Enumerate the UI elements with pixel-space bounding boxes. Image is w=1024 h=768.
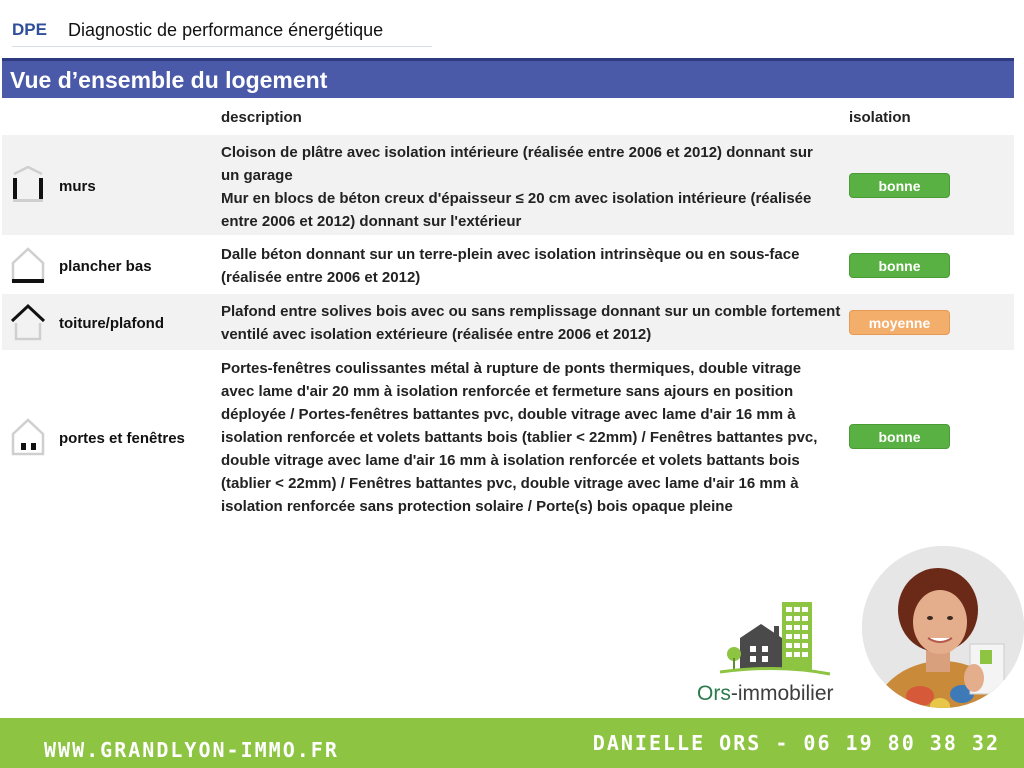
row-description xyxy=(221,243,843,289)
description-line: isolation renforcée et volets battants bois (tablier < 22mm) / Fenêtres battantes pvc, xyxy=(221,429,818,446)
description-line: Dalle béton donnant sur un terre-plein avec isolation intrinsèque ou en sous-face xyxy=(221,246,800,263)
description-line: déployée / Portes-fenêtres battantes pvc, double vitrage avec lame d'air 16 mm à xyxy=(221,406,796,423)
isolation-badge: bonne xyxy=(849,173,950,198)
description-line: avec lame d'air 20 mm à isolation renforcée et fermeture sans ajours en position xyxy=(221,383,794,400)
row-label: plancher bas xyxy=(59,258,152,275)
footer-bar xyxy=(0,718,1024,768)
floor-icon xyxy=(10,245,46,290)
row-label: murs xyxy=(59,178,96,195)
description-line: entre 2006 et 2012) donnant sur l'extérieur xyxy=(221,213,522,230)
roof-icon xyxy=(10,301,46,348)
row-label: portes et fenêtres xyxy=(59,430,185,447)
table-row-toiture-plafond xyxy=(2,294,1014,350)
wall-icon xyxy=(10,166,46,209)
isolation-badge: bonne xyxy=(849,424,950,449)
description-line: un garage xyxy=(221,167,293,184)
description-line: (réalisée entre 2006 et 2012) xyxy=(221,269,421,286)
description-line: (tablier < 22mm) / Fenêtres battantes pvc, double vitrage avec lame d'air 16 mm à xyxy=(221,475,799,492)
window-door-icon xyxy=(10,416,46,463)
document-title: Diagnostic de performance énergétique xyxy=(68,20,384,40)
document-header xyxy=(12,20,432,47)
row-description xyxy=(221,141,843,233)
agent-contact: DANIELLE ORS - 06 19 80 38 32 xyxy=(592,731,1000,755)
section-banner xyxy=(2,58,1014,98)
agent-avatar xyxy=(862,546,1024,708)
column-header-description: description xyxy=(221,109,302,126)
brand-name xyxy=(697,682,834,706)
website-link[interactable]: WWW.GRANDLYON-IMMO.FR xyxy=(44,738,339,762)
section-title: Vue d’ensemble du logement xyxy=(10,67,328,93)
description-line: Mur en blocs de béton creux d'épaisseur ≤ 20 cm avec isolation intérieure (réalisée xyxy=(221,190,812,207)
row-label: toiture/plafond xyxy=(59,315,164,332)
column-header-isolation: isolation xyxy=(849,109,911,126)
table-row-murs xyxy=(2,135,1014,235)
description-line: ventilé avec isolation extérieure (réalisée entre 2006 et 2012) xyxy=(221,326,652,343)
row-description xyxy=(221,357,843,518)
description-line: double vitrage avec lame d'air 16 mm à isolation renforcée et volets battants bois xyxy=(221,452,800,469)
description-line: Cloison de plâtre avec isolation intérieure (réalisée entre 2006 et 2012) donnant sur xyxy=(221,144,813,161)
row-description xyxy=(221,300,843,346)
brand-name-suffix: -immobilier xyxy=(730,682,834,705)
description-line: Plafond entre solives bois avec ou sans remplissage donnant sur un comble fortement xyxy=(221,303,841,320)
dpe-abbreviation: DPE xyxy=(12,20,47,39)
isolation-badge: moyenne xyxy=(849,310,950,335)
table-row-plancher-bas xyxy=(2,237,1014,293)
description-line: isolation renforcée sans protection solaire / Porte(s) bois opaque pleine xyxy=(221,498,733,515)
table-row-portes-et-fenetres xyxy=(2,352,1014,524)
brand-name-prefix: Ors xyxy=(697,682,731,705)
description-line: Portes-fenêtres coulissantes métal à rupture de ponts thermiques, double vitrage xyxy=(221,360,802,377)
isolation-badge: bonne xyxy=(849,253,950,278)
